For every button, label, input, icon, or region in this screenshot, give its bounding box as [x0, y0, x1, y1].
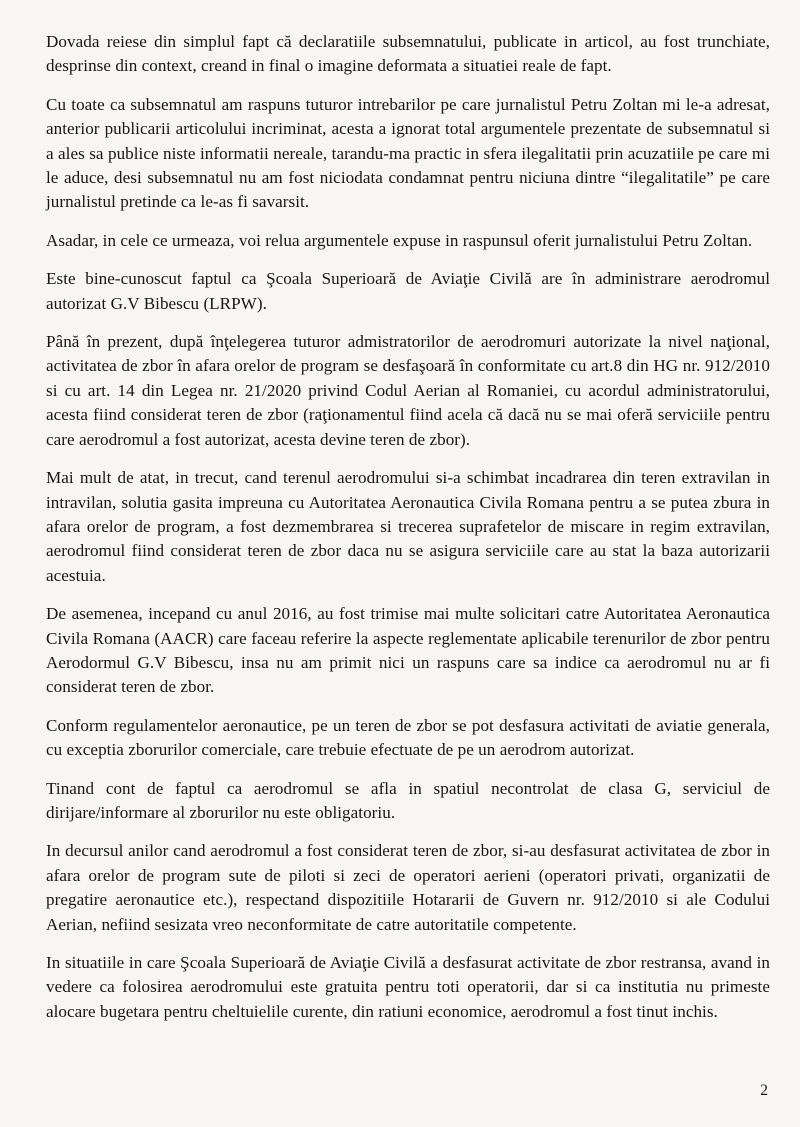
paragraph-aerodrome-administration: Este bine-cunoscut faptul ca Şcoala Superioară de Aviaţie Civilă are în administrare aerodromul autorizat G.V Bibescu (LRPW).: [46, 269, 770, 313]
paragraph-evidence: Dovada reiese din simplul fapt că declaratiile subsemnatului, publicate in articol, au fost trunchiate, desprinse din context, creand in final o imagine deformata a situatiei reale de fapt.: [46, 32, 770, 76]
paragraph-land-reclassification: Mai mult de atat, in trecut, cand terenul aerodromului si-a schimbat incadrarea din teren extravilan in intravilan, solutia gasita impreuna cu Autoritatea Aeronautica Civila Romana pentru a se putea zbura in afara orelor de program, a fost dezmembrarea si trecerea suprafetelor de miscare in regim extravilan, aerodromul fiind considerat teren de zbor daca nu se asigura serviciile care au stat la baza autorizarii acestuia.: [46, 468, 770, 585]
paragraph-resume-arguments: Asadar, in cele ce urmeaza, voi relua argumentele expuse in raspunsul oferit jurnalistului Petru Zoltan.: [46, 230, 753, 250]
paragraph-operators-history: In decursul anilor cand aerodromul a fost considerat teren de zbor, si-au desfasurat activitatea de zbor in afara orelor de program sute de piloti si zeci de operatori aerieni (operatori privati, organizatii de pregatire aeronautice etc.), respectand dispozitiile Hotararii de Guvern nr. 912/2010 si ale Codului Aerian, nefiind sesizata vreo neconformitate de catre autoritatile competente.: [46, 841, 770, 934]
paragraph-airspace-class-g: Tinand cont de faptul ca aerodromul se afla in spatiul necontrolat de clasa G, serviciul de dirijare/informare al zborurilor nu este obligatoriu.: [46, 778, 770, 822]
page-number: 2: [760, 1082, 768, 1099]
paragraph-journalist-questions: Cu toate ca subsemnatul am raspuns tuturor intrebarilor pe care jurnalistul Petru Zoltan mi le-a adresat, anterior publicarii articolului incriminat, acesta a ignorat total argumentele prezentate de subsemnatul si a ales sa publice niste informatii nereale, tarandu-ma practic in sfera ilegalitatii prin acuzatiile pe care mi le aduce, desi subsemnatul nu am fost niciodata condamnat pentru niciuna dintre “ilegalitatile” pe care jurnalistul pretinde ca le-as fi savarsit.: [46, 94, 770, 212]
paragraph-aerodrome-closed: In situatiile in care Şcoala Superioară de Aviaţie Civilă a desfasurat activitate de zbor restransa, avand in vedere ca folosirea aerodromului este gratuita pentru toti operatorii, dar si ca institutia nu primeste alocare bugetara pentru cheltuielile curente, din ratiuni economice, aerodromul a fost tinut inchis.: [46, 953, 770, 1021]
paragraph-flight-activity: Până în prezent, după înţelegerea tuturor admistratorilor de aerodromuri autorizate la nivel naţional, activitatea de zbor în afara orelor de program se desfaşoară în conformitate cu art.8 din HG nr. 912/2010 si cu art. 14 din Legea nr. 21/2020 privind Codul Aerian al Romaniei, cu acordul administratorului, acesta fiind considerat teren de zbor (raţionamentul fiind acela că dacă nu se mai oferă serviciile pentru care aerodromul a fost autorizat, acesta devine teren de zbor).: [46, 332, 770, 449]
paragraph-aeronautical-regulations: Conform regulamentelor aeronautice, pe un teren de zbor se pot desfasura activitati de aviatie generala, cu exceptia zborurilor comerciale, care trebuie efectuate de pe un aerodrom autorizat.: [46, 715, 770, 760]
paragraph-aacr-requests: De asemenea, incepand cu anul 2016, au fost trimise mai multe solicitari catre Autoritatea Aeronautica Civila Romana (AACR) care faceau referire la aspecte reglementate aplicabile terenurilor de zbor pentru Aerodormul G.V Bibescu, insa nu am primit nici un raspuns care sa indice ca aerodromul nu ar fi considerat teren de zbor.: [46, 604, 770, 697]
